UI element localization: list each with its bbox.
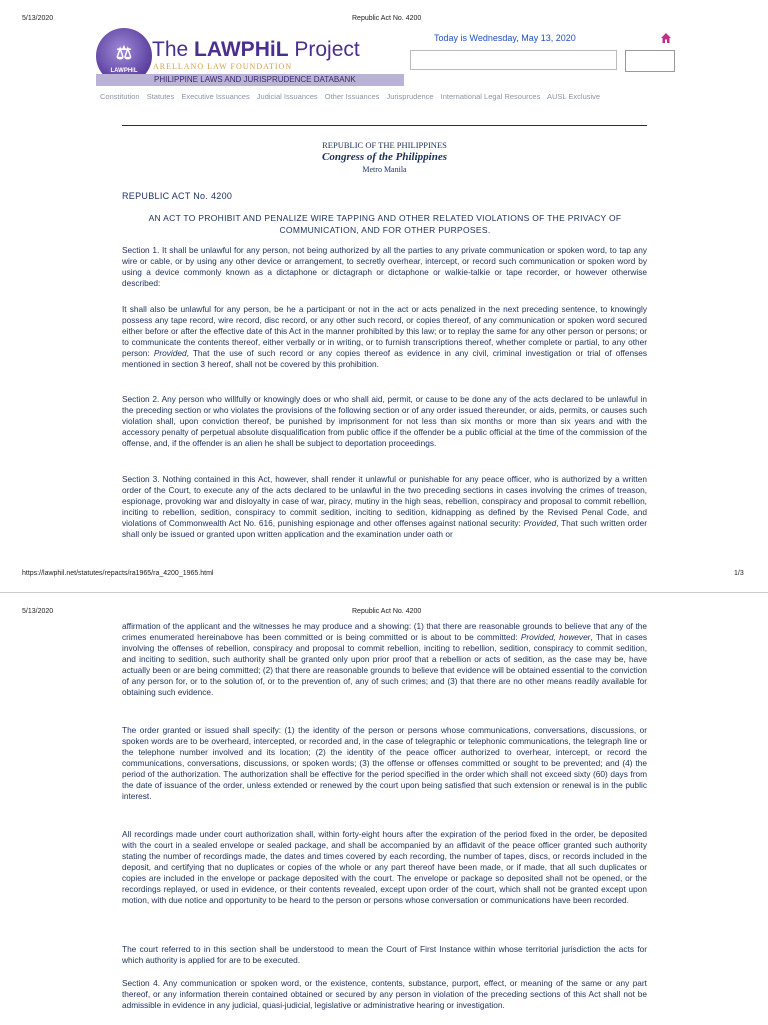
section-1-para: Section 1. It shall be unlawful for any person, not being authorized by all the parties to any private communication or spoken word, to tap any wire or cable, or by using any other device or arrangement, to secretly overhear, intercept, or record such communication or spoken word by using a device commonly known as a dictaphone or dictagraph or dictaphone or walkie-talkie or tape recorder, or however otherwise described: — [122, 245, 647, 288]
print-date-2: 5/13/2020 — [22, 608, 54, 615]
databank-label: PHILIPPINE LAWS AND JURISPRUDENCE DATABANK — [154, 75, 356, 84]
nav-jurisprudence[interactable]: Jurisprudence — [386, 92, 434, 101]
order-specification-para: The order granted or issued shall specify: (1) the identity of the person or persons whose communications, conversations, discussions, or spoken words are to be overheard, intercepted, or recorded and, in the case of telegraphic or telephonic communications, the telegraph line or the telephone number involved and its location; (2) the identity of the peace officer authorized to overhear, intercept, or record the communications, conversations, discussions, or spoken words; (3) the offense or offenses committed or sought to be prevented; and (4) the period of the authorization. The authorization shall be effective for the period specified in the order which shall not exceed sixty (60) days from the date of issuance of the order, unless extended or renewed by the court upon being satisfied that such extension or renewal is in the public interest. — [122, 725, 647, 801]
ra-number: REPUBLIC ACT No. 4200 — [122, 191, 233, 201]
republic-heading: REPUBLIC OF THE PHILIPPINES — [322, 140, 447, 150]
nav-executive-issuances[interactable]: Executive Issuances — [181, 92, 250, 101]
header-divider — [122, 125, 647, 126]
main-nav — [100, 92, 605, 101]
city-heading: Metro Manila — [362, 165, 407, 174]
nav-international-legal-resources[interactable]: International Legal Resources — [440, 92, 541, 101]
print-title-2: Republic Act No. 4200 — [352, 608, 422, 615]
nav-statutes[interactable]: Statutes — [146, 92, 175, 101]
today-date: Today is Wednesday, May 13, 2020 — [434, 33, 576, 43]
search-button[interactable] — [625, 50, 675, 72]
databank-bar — [96, 74, 404, 86]
print-date: 5/13/2020 — [22, 15, 54, 22]
print-url: https://lawphil.net/statutes/repacts/ra1965/ra_4200_1965.html — [22, 570, 214, 577]
section-2-para: Section 2. Any person who willfully or knowingly does or who shall aid, permit, or cause to be done any of the acts declared to be unlawful in the preceding section or who violates the provisions of the following section or of any order issued thereunder, or aids, permits, or causes such violation shall, upon conviction thereof, be punished by imprisonment for not less than six months or more than six years and with the accessory penalty of perpetual absolute disqualification from public office if the offender be a public official at the time of the commission of the offense, and, if the offender is an alien he shall be subject to deportation proceedings. — [122, 394, 647, 448]
section-3-continued: affirmation of the applicant and the witnesses he may produce and a showing: (1) that there are reasonable grounds to believe that any of the crimes enumerated hereinabove has been committed or is being committed or is about to be committed: Provided, however, That in cases involving the offenses of rebellion, conspiracy and proposal to commit rebellion, inciting to rebellion, sedition, conspiracy to commit sedition, and inciting to sedition, such authority shall be granted only upon prior proof that a rebellion or acts of sedition, as the case may be, have actually been or are being committed; (2) that there are reasonable grounds to believe that evidence will be obtained essential to the conviction of any person for, or to the solution of, or to the prevention of, any of such crimes; and (3) that there are no other means readily available for obtaining such evidence. — [122, 621, 648, 697]
page-number: 1/3 — [734, 570, 744, 577]
recordings-para: All recordings made under court authorization shall, within forty-eight hours after the expiration of the period fixed in the order, be deposited with the court in a sealed envelope or sealed package, and shall be accompanied by an affidavit of the peace officer granted such authority stating the number of recordings made, the dates and times covered by each recording, the number of tapes, discs, or records included in the deposit, and certifying that no duplicates or copies of the whole or any part thereof have been made, or if made, that all such duplicates or copies are included in the envelope or package deposited with the court. The envelope or package so deposited shall not be opened, or the recordings replayed, or used in evidence, or their contents revealed, except upon order of the court, which shall not be granted except upon motion, with due notice and opportunity to be heard to the person or persons whose conversation or communications have been recorded. — [122, 829, 647, 905]
section-1-para-2: It shall also be unlawful for any person, be he a participant or not in the act or acts penalized in the next preceding sentence, to knowingly possess any tape record, wire record, disc record, or any other such record, or copies thereof, of any communication or spoken word secured either before or after the effective date of this Act in the manner prohibited by this law; or to replay the same for any other person or persons; or to communicate the contents thereof, either verbally or in writing, or to furnish transcriptions thereof, whether complete or partial, to any other person: Provided, That the use of such record or any copies thereof as evidence in any civil, criminal investigation or trial of offenses mentioned in section 3 hereof, shall not be covered by this prohibition. — [122, 304, 647, 369]
scales-icon: ⚖ — [115, 43, 133, 63]
section-3-para: Section 3. Nothing contained in this Act, however, shall render it unlawful or punishable for any peace officer, who is authorized by a written order of the Court, to execute any of the acts declared to be unlawful in the two preceding sections in cases involving the crimes of treason, espionage, provoking war and disloyalty in case of war, piracy, mutiny in the high seas, rebellion, conspiracy and proposal to commit rebellion, inciting to rebellion, sedition, conspiracy to commit sedition, inciting to sedition, kidnapping as defined by the Revised Penal Code, and violations of Commonwealth Act No. 616, punishing espionage and other offenses against national security: Provided, That such written order shall only be issued or granted upon written application and the examination under oath or — [122, 474, 647, 539]
act-title: AN ACT TO PROHIBIT AND PENALIZE WIRE TAPPING AND OTHER RELATED VIOLATIONS OF THE PRIVACY OF COMMUNICATION, AND FOR OTHER PURPOSES. — [148, 213, 622, 235]
search-input[interactable] — [410, 50, 617, 70]
nav-judicial-issuances[interactable]: Judicial Issuances — [256, 92, 318, 101]
nav-ausl-exclusive[interactable]: AUSL Exclusive — [547, 92, 601, 101]
foundation-name: ARELLANO LAW FOUNDATION — [153, 62, 293, 71]
section-4-para: Section 4. Any communication or spoken word, or the existence, contents, substance, purport, effect, or meaning of the same or any part thereof, or any information therein contained obtained or secured by any person in violation of the preceding sections of this Act shall not be admissible in evidence in any judicial, quasi-judicial, legislative or administrative hearing or investigation. — [122, 978, 647, 1010]
print-title: Republic Act No. 4200 — [352, 15, 422, 22]
congress-heading: Congress of the Philippines — [322, 151, 447, 163]
nav-other-issuances[interactable]: Other Issuances — [324, 92, 380, 101]
nav-constitution[interactable]: Constitution — [100, 92, 140, 101]
logo-text: LAWPHiL — [110, 68, 138, 74]
site-title[interactable]: The LAWPHiL Project — [152, 38, 360, 61]
court-definition-para: The court referred to in this section shall be understood to mean the Court of First Instance within whose territorial jurisdiction the acts for which authority is applied for are to be executed. — [122, 944, 647, 965]
home-icon[interactable] — [660, 32, 672, 44]
printed-page-2 — [0, 592, 768, 1025]
